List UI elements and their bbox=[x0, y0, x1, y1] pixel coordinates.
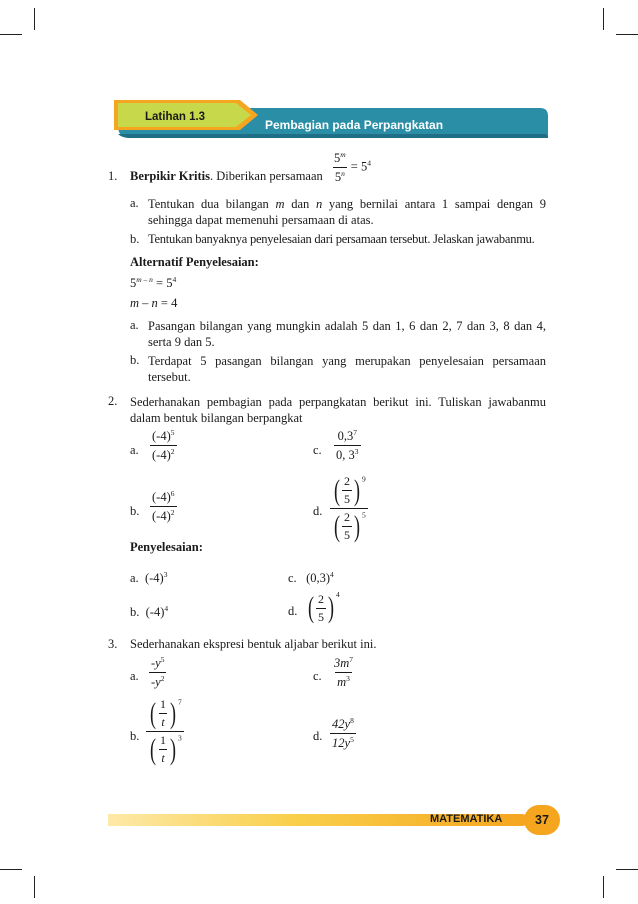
crop-mark-tl-v bbox=[34, 8, 35, 30]
q1-b-mark: b. bbox=[130, 232, 140, 246]
exercise-title: Pembagian pada Perpangkatan bbox=[265, 118, 444, 132]
q2-a-mark: a. bbox=[130, 443, 139, 457]
q1-equation: $\frac{5^m}{5^n}$ = $5^4$ bbox=[334, 150, 371, 185]
crop-mark-bl-v bbox=[34, 876, 35, 898]
q2-text: Sederhanakan pembagian pada perpangkatan berikut ini. Tuliskan jawabanmu dalam bentuk bilangan berpangkat bbox=[130, 395, 546, 425]
q3-b-mark: b. bbox=[130, 729, 140, 743]
q2-b-mark: b. bbox=[130, 504, 140, 518]
q2-sol-b: b. $(-4)^4$ bbox=[130, 604, 169, 620]
q1-text: . Diberikan persamaan bbox=[209, 169, 323, 183]
q2-sol-d-mark: d. bbox=[288, 604, 298, 618]
q1-number: 1. bbox=[108, 169, 118, 183]
q3-a-mark: a. bbox=[130, 669, 139, 683]
exercise-tag: Latihan 1.3 bbox=[145, 111, 206, 123]
q1-sol-a-text: Pasangan bilangan yang mungkin adalah 5 dan 1, 6 dan 2, 7 dan 3, 8 dan 4, serta 9 dan 5. bbox=[148, 319, 546, 349]
q2-sol-d-fraction: ( $\frac{2}{5}$ ) $^4$ bbox=[308, 590, 340, 624]
q1-lead: Berpikir Kritis bbox=[130, 169, 210, 183]
crop-mark-br-h bbox=[616, 869, 638, 870]
q2-d-mark: d. bbox=[313, 504, 323, 518]
q2-sol-c: c. $(0,3)^4$ bbox=[288, 570, 334, 586]
q2-c-fraction: $\frac{0,3^7}{0, 3^3}$ bbox=[336, 428, 359, 463]
crop-mark-bl-h bbox=[0, 869, 22, 870]
crop-mark-tr-v bbox=[603, 8, 604, 30]
q2-d-fraction: ( $\frac{2}{5}$ ) $^9$ ( $\frac{2}{5}$ ) $^5$ bbox=[330, 474, 368, 543]
q1-a-text: Tentukan dua bilangan m dan n yang bernilai antara 1 sampai dengan 9 sehingga dapat memenuhi persamaan di atas. bbox=[148, 197, 546, 227]
q3-c-mark: c. bbox=[313, 669, 322, 683]
q3-a-fraction: $\frac{-y^5}{-y^2}$ bbox=[151, 655, 165, 690]
crop-mark-br-v bbox=[603, 876, 604, 898]
q2-b-fraction: $\frac{(-4)^6}{(-4)^2}$ bbox=[152, 489, 175, 524]
q2-number: 2. bbox=[108, 394, 118, 408]
q2-sol-a: a. $(-4)^3$ bbox=[130, 570, 168, 586]
q2-a-fraction: $\frac{(-4)^5}{(-4)^2}$ bbox=[152, 428, 175, 463]
q1-prompt bbox=[130, 169, 323, 184]
crop-mark-tr-h bbox=[616, 34, 638, 35]
alt-eq2: m – n = 4 bbox=[130, 296, 178, 310]
q3-b-fraction: ( $\frac{1}{t}$ ) $^7$ ( $\frac{1}{t}$ ) $^3$ bbox=[146, 697, 184, 766]
footer-subject: MATEMATIKA bbox=[430, 813, 503, 825]
q2-solution-title: Penyelesaian: bbox=[130, 540, 203, 554]
q3-c-fraction: $\frac{3m^7}{m^3}$ bbox=[334, 655, 354, 690]
q3-text: Sederhanakan ekspresi bentuk aljabar berikut ini. bbox=[130, 637, 377, 651]
q1-a-mark: a. bbox=[130, 196, 139, 210]
q2-c-mark: c. bbox=[313, 443, 322, 457]
alt-solution-title: Alternatif Penyelesaian: bbox=[130, 255, 259, 269]
crop-mark-tl-h bbox=[0, 34, 22, 35]
q1-sol-a-mark: a. bbox=[130, 318, 139, 332]
q1-b-text: Tentukan banyaknya penyelesaian dari persamaan tersebut. Jelaskan jawabanmu. bbox=[148, 232, 535, 246]
alt-eq1: $5^{m - n} = 5^4$ bbox=[130, 275, 177, 291]
page-number: 37 bbox=[524, 805, 560, 835]
q1-sol-b-mark: b. bbox=[130, 353, 140, 367]
q1-sol-b-text: Terdapat 5 pasangan bilangan yang merupakan penyelesaian persamaan tersebut. bbox=[148, 354, 546, 384]
q3-number: 3. bbox=[108, 637, 118, 651]
q3-d-mark: d. bbox=[313, 729, 323, 743]
q3-d-fraction: $\frac{42y^8}{12y^5}$ bbox=[332, 716, 354, 751]
